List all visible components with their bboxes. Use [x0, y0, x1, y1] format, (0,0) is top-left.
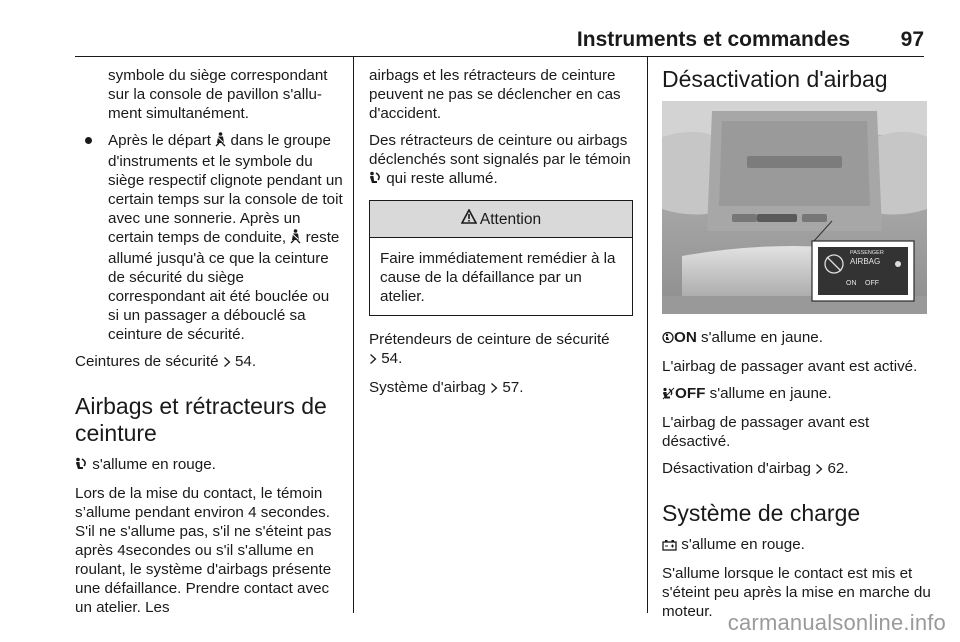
warning-triangle-icon [461, 209, 477, 229]
page-number: 97 [900, 28, 924, 51]
column-3 [662, 66, 932, 629]
body-text-b: qui reste allumé. [386, 170, 498, 187]
photo-label-airbag: AIRBAG [850, 257, 881, 266]
page-header-title: Instruments et commandes [576, 28, 850, 51]
reference-text: Désactivation d'airbag [662, 460, 811, 477]
status-text: s'allume en rouge. [92, 456, 216, 473]
cross-reference [369, 330, 633, 370]
column-separator-1 [353, 57, 354, 613]
on-label: ON [674, 329, 697, 346]
cross-reference [369, 378, 633, 399]
seatbelt-reminder-icon [290, 229, 301, 249]
column-separator-2 [647, 57, 648, 613]
status-text: s'allume en jaune. [709, 385, 832, 402]
overhead-console-photo [662, 101, 927, 314]
seatbelt-reminder-icon [215, 132, 226, 152]
column-1 [75, 66, 343, 625]
body-paragraph: Lors de la mise du contact, le témoin s’allume pendant environ 4 secondes. S'il ne s'allume pas, s'il ne s'éteint pas après 4secondes ou s'il s'allume en roulant, le système d'airbags présente une défaillance. Prendre contact avec un atelier. Les [75, 485, 332, 616]
attention-header [370, 201, 632, 238]
status-line [662, 328, 932, 349]
off-label: OFF [675, 385, 706, 402]
attention-text: Faire immédiatement remédier à la cause de la défaillance par un atelier. [380, 250, 616, 305]
page-reference-arrow-icon [490, 380, 498, 399]
airbag-warning-icon [75, 457, 88, 476]
photo-label-on: ON [846, 280, 857, 287]
body-paragraph: L'airbag de passager avant est activé. [662, 358, 918, 375]
continued-paragraph: airbags et les rétracteurs de ceinture peuvent ne pas se déclencher en cas d'accident. [369, 67, 621, 122]
bullet-text-b: dans le groupe d'instruments et le symbole du siège respectif clignote pendant un certain temps sur la console de toit avec une sonnerie. Après un certain temps de conduite, [108, 132, 343, 246]
status-text: s'allume en rouge. [681, 536, 805, 553]
passenger-airbag-off-icon [662, 386, 675, 405]
cross-reference [662, 459, 932, 480]
bullet-text-c: reste allumé jusqu'à ce que la ceinture de sécurité du siège correspondant ait été bouclée ou si un passager a débouclé sa ceinture de sécurité. [108, 229, 340, 343]
passenger-airbag-on-icon [662, 330, 674, 349]
reference-text: Prétendeurs de ceinture de sécurité [369, 331, 610, 348]
reference-text: Système d'airbag [369, 379, 486, 396]
list-item [75, 131, 343, 344]
reference-page: 54. [381, 350, 403, 367]
page-reference-arrow-icon [369, 351, 377, 370]
section-heading: Airbags et rétracteurs de ceinture [75, 393, 327, 446]
column-2 [369, 66, 633, 407]
body-text-a: Des rétracteurs de ceinture ou airbags déclenchés sont signalés par le témoin [369, 132, 631, 168]
attention-box [369, 200, 633, 316]
photo-label-off: OFF [865, 280, 879, 287]
page-reference-arrow-icon [223, 354, 231, 373]
continued-paragraph: symbole du siège correspondant sur la console de pavillon s'allument simultanément. [108, 67, 328, 122]
bullet-dot [85, 137, 92, 144]
body-paragraph: L'airbag de passager avant est désactivé. [662, 414, 870, 450]
attention-title: Attention [479, 210, 542, 228]
status-line [75, 455, 343, 476]
section-heading: Désactivation d'airbag [662, 66, 888, 92]
photo-label-passenger: PASSENGER [850, 250, 884, 256]
status-line [662, 384, 932, 405]
section-heading: Système de charge [662, 500, 861, 526]
status-line [662, 535, 932, 556]
reference-page: 57. [502, 379, 524, 396]
airbag-warning-icon [369, 171, 382, 190]
battery-charge-icon [662, 537, 677, 556]
cross-reference [75, 352, 343, 373]
reference-page: 62. [827, 460, 849, 477]
reference-page: 54. [234, 353, 257, 370]
body-paragraph [369, 131, 633, 190]
header-rule [75, 56, 924, 57]
body-paragraph: S'allume lorsque le contact est mis et s'éteint peu après la mise en marche du moteur. [662, 565, 931, 620]
reference-text: Ceintures de sécurité [75, 353, 219, 370]
watermark: carmanualsonline.info [727, 610, 946, 635]
bullet-text-a: Après le départ [108, 132, 211, 149]
status-text: s'allume en jaune. [701, 329, 823, 346]
page-reference-arrow-icon [815, 461, 823, 480]
